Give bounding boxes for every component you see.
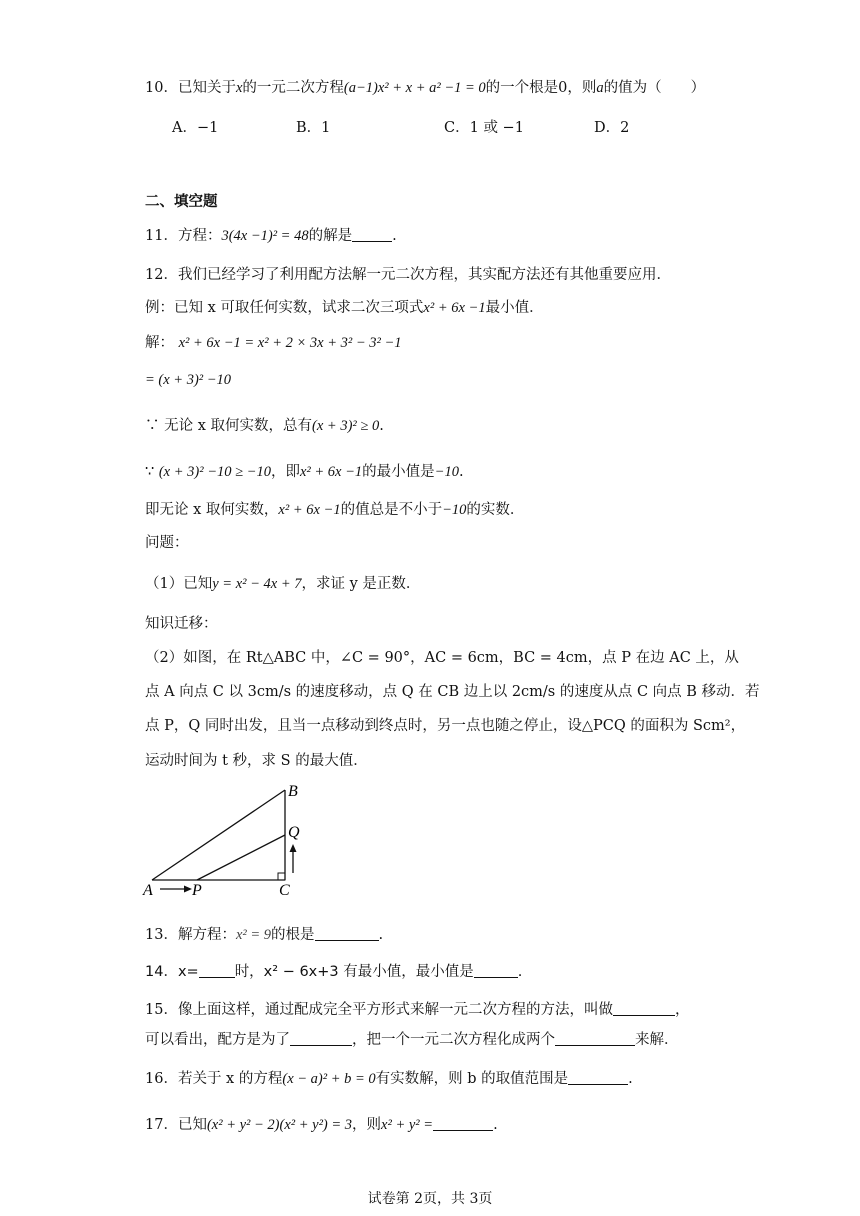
- q15-line1: 15．像上面这样，通过配成完全平方形式来解一元二次方程的方法，叫做 ，: [145, 1002, 690, 1018]
- q15-line2: 可以看出，配方是为了 ，把一个一元二次方程化成两个 来解．: [145, 1032, 679, 1048]
- q14-blank-2[interactable]: [474, 963, 518, 978]
- section-title: 二、填空题: [145, 193, 218, 210]
- q10-choice-d: D．2: [594, 120, 630, 136]
- q15-blank-3[interactable]: [555, 1031, 635, 1046]
- q10-equation: (a−1)x² + x + a² −1 = 0: [343, 80, 486, 96]
- q17-equation: (x² + y² − 2)(x² + y²) = 3: [206, 1117, 353, 1133]
- segment-pq: [197, 835, 285, 880]
- q12-line5: ∵ 无论 x 取何实数，总有(x + 3)² ≥ 0.: [145, 418, 384, 434]
- q11-blank[interactable]: [352, 227, 392, 242]
- q12-line14: 运动时间为 t 秒，求 S 的最大值．: [145, 753, 368, 769]
- label-c: C: [279, 882, 290, 899]
- q16: 16．若关于 x 的方程(x − a)² + b = 0有实数解，则 b 的取值范围是 .: [145, 1071, 633, 1087]
- segment-ab: [152, 790, 285, 880]
- q17-blank[interactable]: [433, 1116, 493, 1131]
- q16-equation: (x − a)² + b = 0: [282, 1071, 376, 1087]
- arrow-right-icon: [184, 886, 192, 893]
- q12-line11: （2）如图，在 Rt△ABC 中，∠C = 90°，AC = 6cm，BC = 4cm，点 P 在边 AC 上，从: [145, 650, 739, 666]
- label-b: B: [288, 783, 298, 800]
- q12-line7: 即无论 x 取何实数，x² + 6x −1的值总是不小于−10的实数．: [145, 502, 525, 518]
- q12-line12: 点 A 向点 C 以 3cm/s 的速度移动，点 Q 在 CB 边上以 2cm/s 的速度从点 C 向点 B 移动．若: [145, 684, 760, 700]
- q15-blank-2[interactable]: [290, 1031, 352, 1046]
- q14: 14．x= 时，x² − 6x+3 有最小值，最小值是 .: [145, 964, 523, 980]
- q12-line1: 12．我们已经学习了利用配方法解一元二次方程，其实配方法还有其他重要应用．: [145, 267, 671, 283]
- label-a: A: [143, 882, 153, 899]
- q10-stem: [145, 78, 705, 98]
- q12-line10: 知识迁移：: [145, 616, 218, 632]
- q11-equation: 3(4x −1)² = 48: [221, 228, 309, 244]
- q10-lead: 10．已知关于: [145, 80, 236, 96]
- q10-var-a: a: [596, 80, 604, 96]
- q12-line9: （1）已知y = x² − 4x + 7，求证 y 是正数．: [145, 576, 421, 592]
- q10-end: 的值为（ ）: [603, 80, 706, 96]
- q10-mid: 的一元二次方程: [242, 80, 344, 96]
- q10-choice-b: B．1: [296, 120, 331, 136]
- arrow-up-icon: [290, 844, 297, 852]
- q12-line13: 点 P，Q 同时出发，且当一点移动到终点时，另一点也随之停止，设△PCQ 的面积为 Scm²，: [145, 718, 746, 734]
- q15-blank-1[interactable]: [613, 1001, 675, 1016]
- label-p: P: [192, 882, 202, 899]
- triangle-figure: [140, 778, 320, 900]
- label-q: Q: [288, 824, 300, 841]
- q12-line8: 问题：: [145, 535, 189, 551]
- q10-choice-c: C．1 或 −1: [444, 120, 524, 136]
- q12-line4: = (x + 3)² −10: [145, 372, 232, 388]
- q13-blank[interactable]: [315, 926, 379, 941]
- q10-var-x: x: [235, 80, 243, 96]
- q17-expr: x² + y² =: [381, 1117, 434, 1133]
- right-angle-mark: [278, 873, 285, 880]
- q17: 17．已知(x² + y² − 2)(x² + y²) = 3，则x² + y² = .: [145, 1117, 498, 1133]
- page-footer: 试卷第 2页，共 3页: [367, 1191, 493, 1207]
- q11: 11．方程：3(4x −1)² = 48的解是 .: [145, 228, 397, 244]
- q12-line6: ∵ (x + 3)² −10 ≥ −10，即x² + 6x −1的最小值是−10.: [145, 464, 464, 480]
- q13-equation: x² = 9: [235, 927, 272, 943]
- q12-line2: 例：已知 x 可取任何实数，试求二次三项式x² + 6x −1最小值．: [145, 300, 544, 316]
- q13: 13．解方程：x² = 9的根是 .: [145, 927, 384, 943]
- q10-choice-a: A．−1: [172, 120, 219, 136]
- q10-tail: 的一个根是0，则: [485, 80, 597, 96]
- q14-blank-1[interactable]: [199, 963, 235, 978]
- q16-blank[interactable]: [568, 1070, 628, 1085]
- q12-line3: 解： x² + 6x −1 = x² + 2 × 3x + 3² − 3² −1: [145, 335, 402, 351]
